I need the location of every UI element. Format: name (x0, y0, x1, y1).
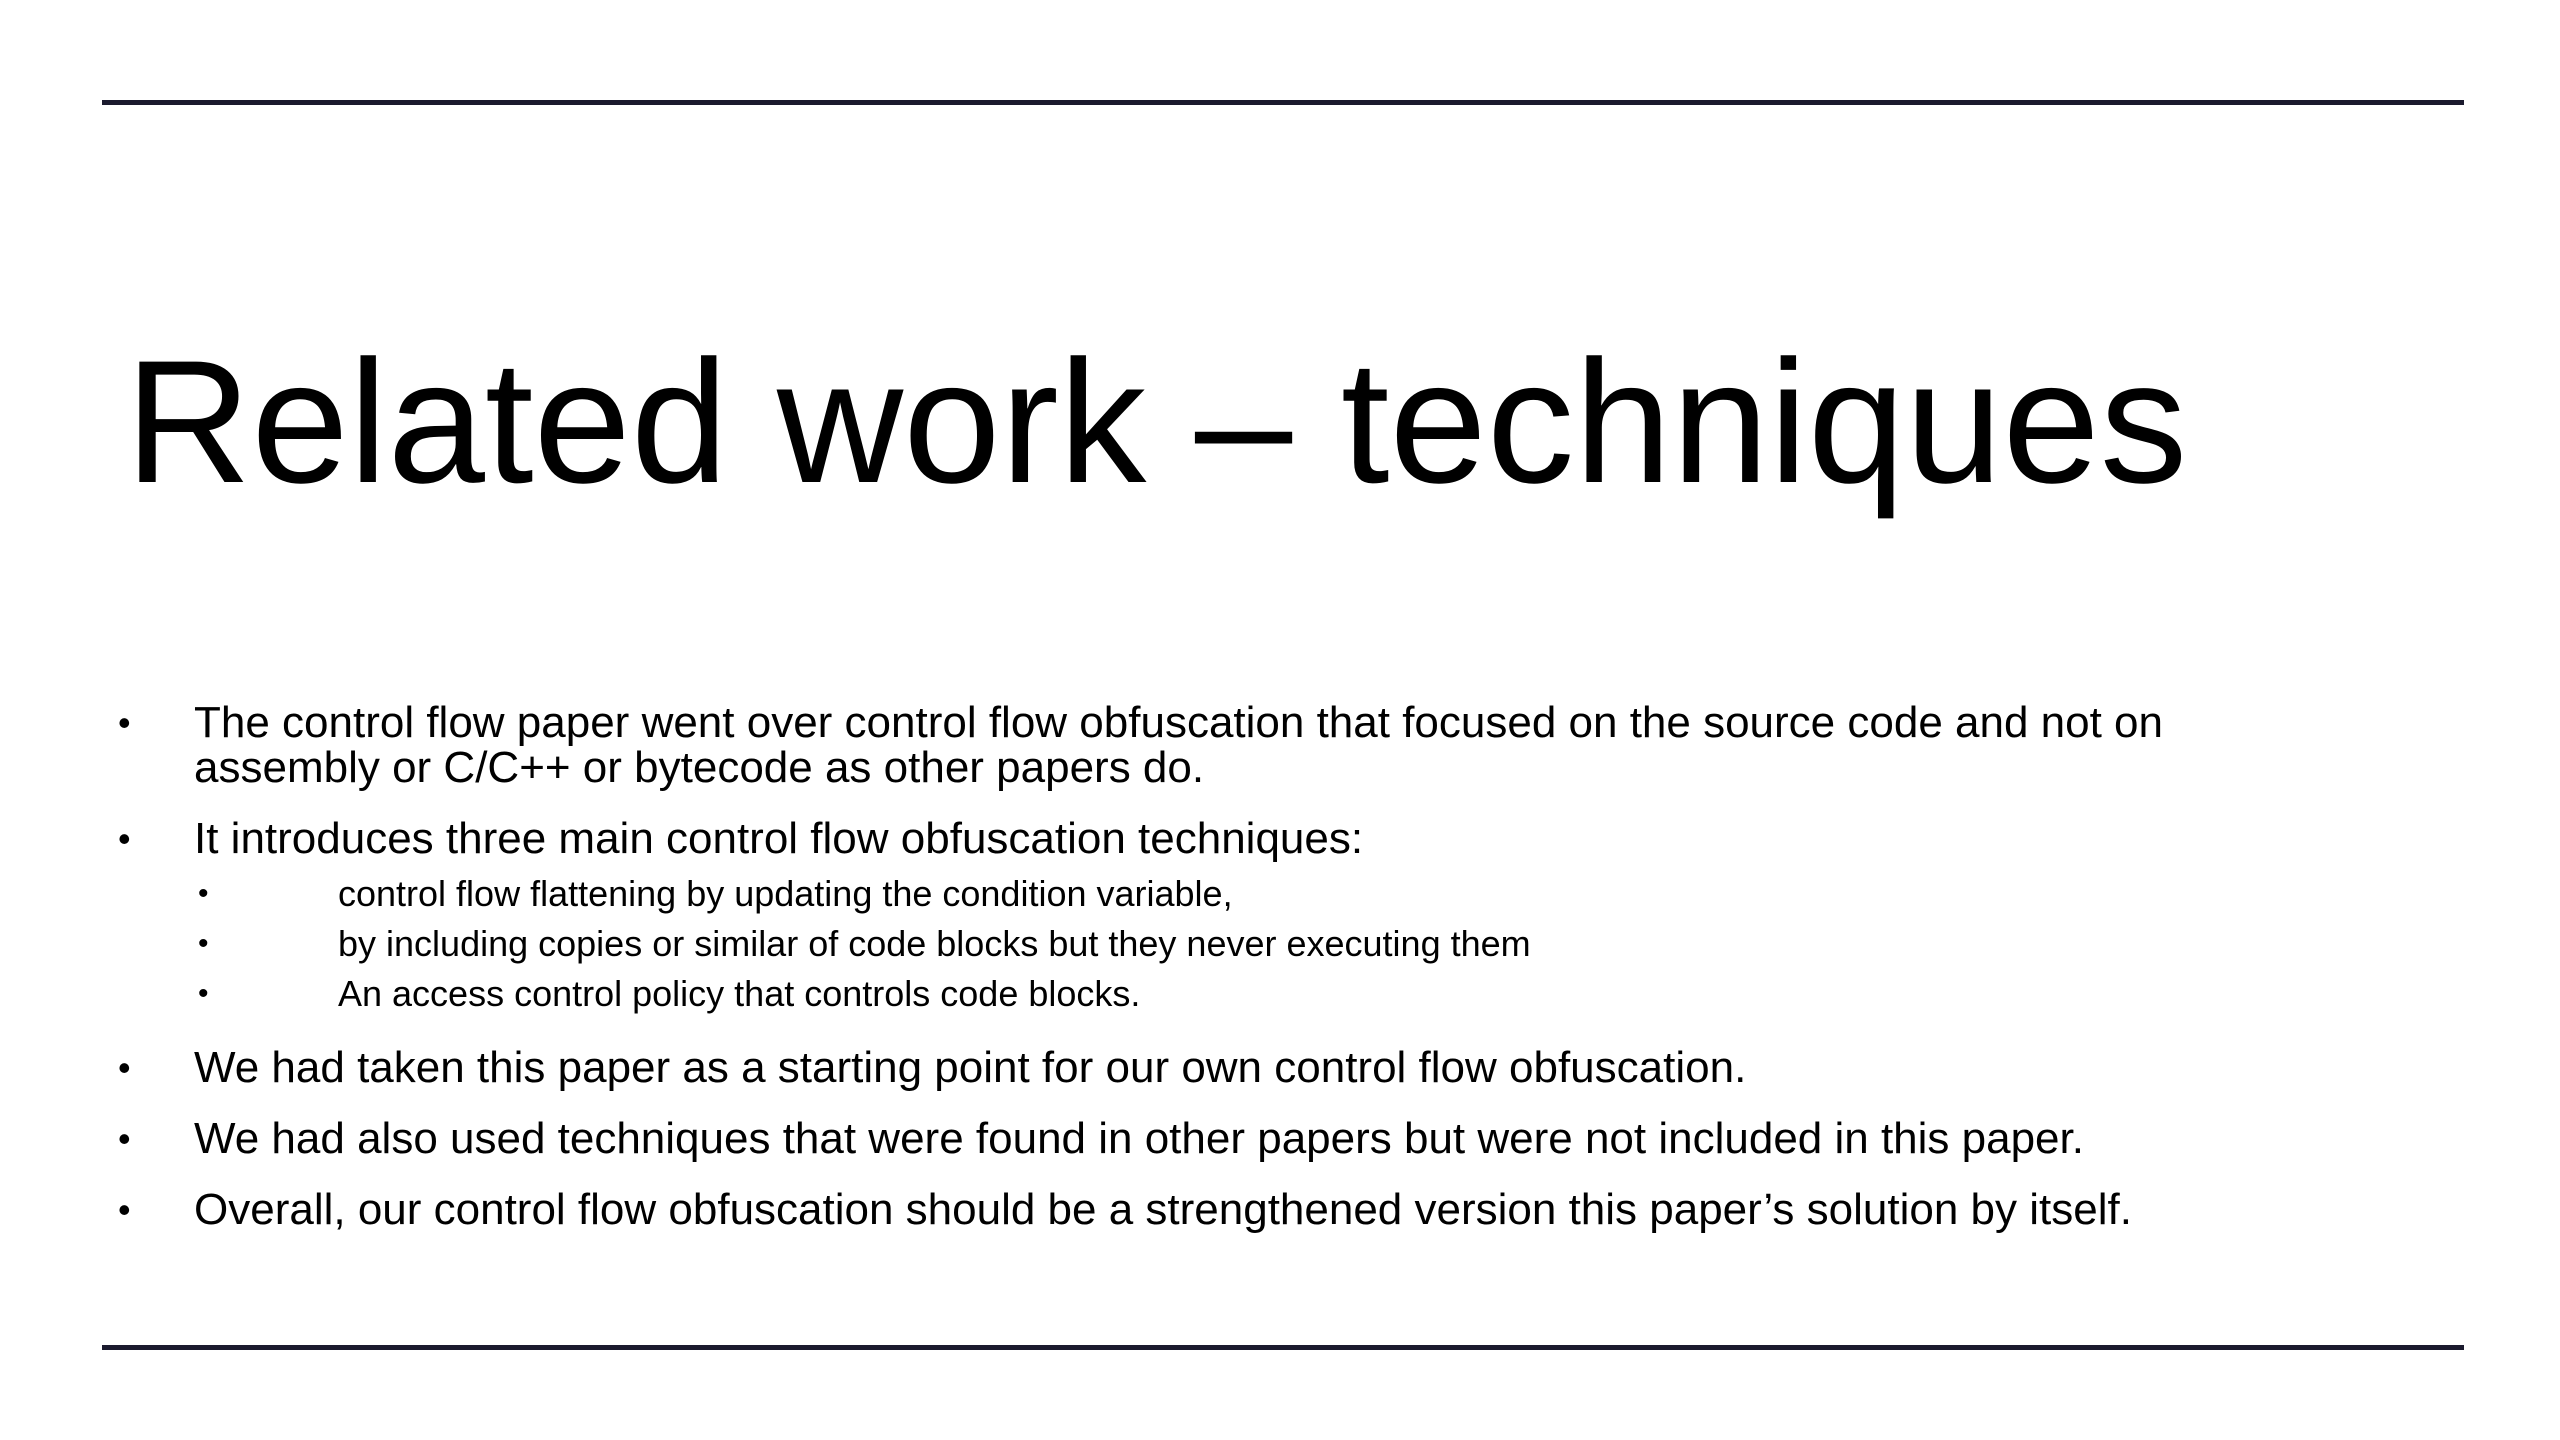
bullet-list (118, 700, 2358, 1258)
sub-bullet-list (194, 869, 2358, 1019)
bullet-item (118, 700, 2358, 790)
bullet-item (118, 1187, 2358, 1232)
bullet-text: The control flow paper went over control flow obfuscation that focused on the source code and not on assembly or C/C++ or bytecode as other papers do. (194, 698, 2163, 792)
bottom-divider (102, 1345, 2464, 1350)
slide-title: Related work – techniques (125, 325, 2188, 520)
sub-bullet-text: control flow flattening by updating the condition variable, (338, 873, 1233, 914)
bullet-text: We had also used techniques that were found in other papers but were not included in this paper. (194, 1114, 2084, 1163)
top-divider (102, 100, 2464, 105)
bullet-text: Overall, our control flow obfuscation should be a strengthened version this paper’s solution by itself. (194, 1185, 2132, 1234)
sub-bullet-text: by including copies or similar of code blocks but they never executing them (338, 923, 1531, 964)
bullet-text: It introduces three main control flow obfuscation techniques: (194, 814, 1364, 863)
sub-bullet-text: An access control policy that controls code blocks. (338, 973, 1141, 1014)
bullet-text: We had taken this paper as a starting point for our own control flow obfuscation. (194, 1043, 1747, 1092)
bullet-item (118, 1045, 2358, 1090)
bullet-item (118, 1116, 2358, 1161)
bullet-item (118, 816, 2358, 1019)
sub-bullet-item (194, 869, 2358, 919)
sub-bullet-item (194, 969, 2358, 1019)
sub-bullet-item (194, 919, 2358, 969)
